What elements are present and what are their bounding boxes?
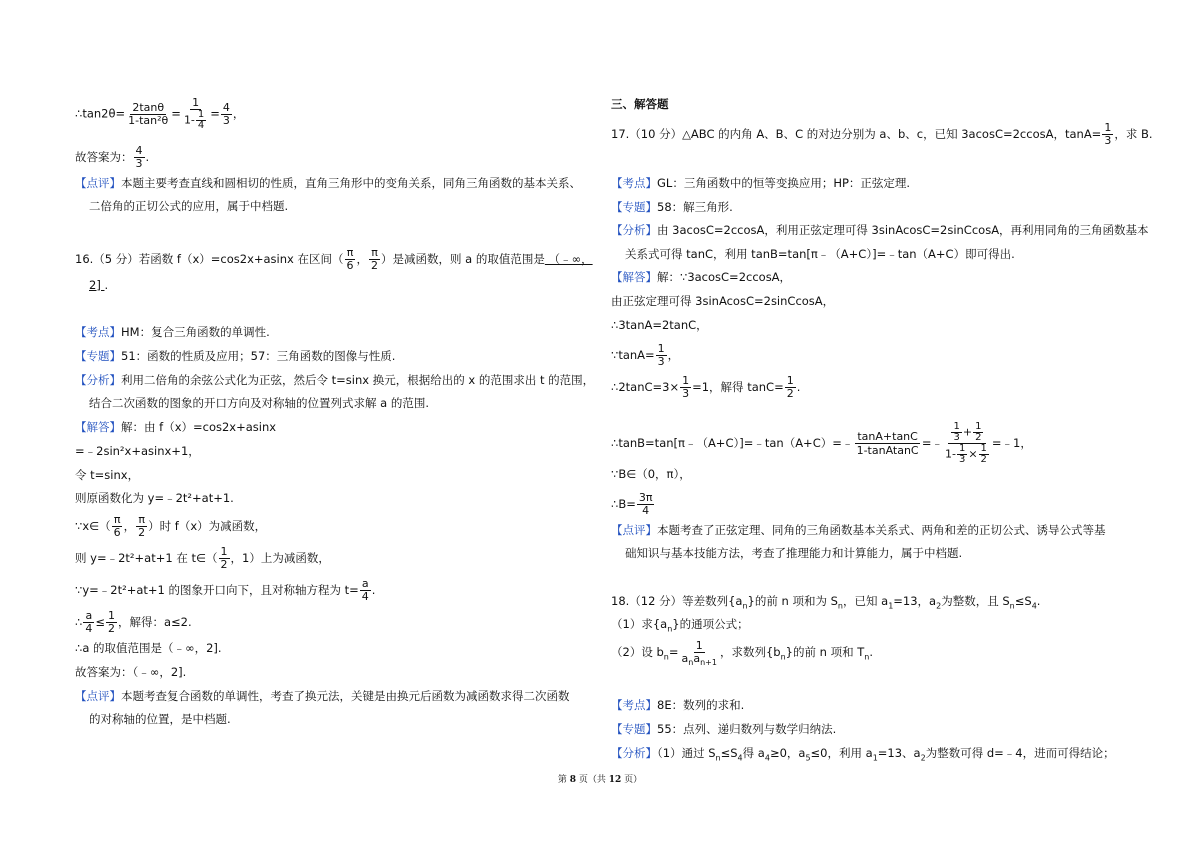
- jieda-17: 【解答】解：∵3acosC=2ccosA，: [611, 270, 792, 284]
- kaodian-18: 【考点】8E：数列的求和.: [611, 698, 745, 712]
- answer-15: 故答案为： $\frac{4}{3}$ .: [75, 144, 150, 170]
- r-step-5: ∴tanB=tan[π﹣（A+C）]=﹣tan（A+C）=﹣ $\frac{\tan A+\tan C}{\text{1-tanAtanC}}$ =﹣ $\frac{1}{3}$ + $\frac{1}{2}$ 1- $\frac{1}{3}$ × $\frac{1}{2}$ =﹣1，: [611, 421, 1032, 465]
- step-6: ∵y=﹣2t²+at+1 的图象开口向下，且对称轴方程为 t= $\frac{a}{4}$ .: [75, 577, 376, 603]
- kaodian-17: 【考点】GL：三角函数中的恒等变换应用；HP：正弦定理.: [611, 176, 911, 190]
- zhuanti-18: 【专题】55：点列、递归数列与数学归纳法.: [611, 722, 837, 736]
- question-18-2: （2）设 $b_n=$ $\frac{1}{a_na_{n+1}}$ ，求数列$\{b_n\}$的前 n 项和 $T_n$.: [611, 639, 873, 668]
- jieda-16: 【解答】解：由 f（x）=cos2x+asinx: [75, 420, 277, 434]
- fenxi-16-line2: 结合二次函数的图象的开口方向及对称轴的位置列式求解 a 的范围.: [89, 396, 430, 410]
- zhuanti-16: 【专题】51：函数的性质及应用；57：三角函数的图像与性质.: [75, 349, 396, 363]
- comment-16: 【点评】本题考查复合函数的单调性，考查了换元法，关键是由换元后函数为减函数求得二次函数: [75, 689, 570, 703]
- step-8: ∴a 的取值范围是（﹣∞，2].: [75, 641, 222, 655]
- step-9: 故答案为：（﹣∞，2].: [75, 665, 187, 679]
- comment-17-line2: 础知识与基本技能方法，考查了推理能力和计算能力，属于中档题.: [625, 546, 963, 560]
- r-step-6: ∵B∈（0，π），: [611, 467, 691, 481]
- page-footer: 第 8 页（共 12 页）: [557, 775, 643, 785]
- question-18: 18.（12 分）等差数列$\{a_n\}$的前 n 项和为 $S_n$，已知 $a_1=13$，$a_2$为整数，且 $S_n\le S_4$.: [611, 594, 1041, 611]
- question-17: 17.（10 分）△ABC 的内角 A、B、C 的对边分别为 a、b、c，已知 3acosC=2ccosA，tanA= $\frac{1}{3}$ ，求 B.: [611, 121, 1153, 147]
- fenxi-17-line2: 关系式可得 tanC，利用 tanB=tan[π﹣（A+C）]=﹣tan（A+C）即可得出.: [625, 247, 1015, 261]
- step-1: =﹣2sin²x+asinx+1，: [75, 444, 200, 458]
- question-18-1: （1）求$\{a_n\}$的通项公式；: [611, 617, 749, 634]
- step-4: ∵x∈（ $\frac{\pi}{6}$ ， $\frac{\pi}{2}$ ）时 f（x）为减函数，: [75, 513, 267, 539]
- comment-15-line2: 二倍角的正切公式的应用，属于中档题.: [89, 199, 289, 213]
- comment-15: 【点评】本题主要考查直线和圆相切的性质，直角三角形中的变角关系，同角三角函数的基本关系、: [75, 176, 581, 190]
- r-step-1: 由正弦定理可得 3sinAcosC=2sinCcosA，: [611, 294, 835, 308]
- step-5: 则 y=﹣2t²+at+1 在 t∈（ $\frac{1}{2}$ ，1）上为减函数，: [75, 545, 330, 571]
- question-16-line2: 2] .: [89, 278, 109, 292]
- r-step-7: ∴B= $\frac{3\pi}{4}$: [611, 491, 653, 517]
- kaodian-16: 【考点】HM：复合三角函数的单调性.: [75, 325, 270, 339]
- r-step-2: ∴3tanA=2tanC，: [611, 318, 708, 332]
- comment-16-line2: 的对称轴的位置，是中档题.: [89, 712, 231, 726]
- question-16: 16.（5 分）若函数 f（x）=cos2x+asinx 在区间（ $\frac{\pi}{6}$ ， $\frac{\pi}{2}$ ）是减函数，则 a 的取值范围是 （﹣∞，: [75, 246, 593, 272]
- r-step-4: ∴2tanC=3× $\frac{1}{3}$ =1，解得 tanC= $\frac{1}{2}$ .: [611, 374, 801, 400]
- fenxi-16: 【分析】利用二倍角的余弦公式化为正弦，然后令 t=sinx 换元，根据给出的 x 的范围求出 t 的范围，: [75, 373, 595, 387]
- step-3: 则原函数化为 y=﹣2t²+at+1.: [75, 491, 234, 505]
- fenxi-17: 【分析】由 3acosC=2ccosA，利用正弦定理可得 3sinAcosC=2sinCcosA，再利用同角的三角函数基本: [611, 223, 1149, 237]
- step-7: ∴ $\frac{a}{4}$ ≤ $\frac{1}{2}$ ，解得：a≤2.: [75, 609, 192, 635]
- section-heading: 三、解答题: [611, 97, 669, 111]
- r-step-3: ∵tanA= $\frac{1}{3}$ ，: [611, 342, 680, 368]
- fenxi-18: 【分析】（1）通过 $S_n\le S_4$得 $a_4\ge 0$，$a_5\le 0$，利用 $a_1=13$、$a_2$为整数可得 d=﹣4，进而可得结论；: [611, 746, 1115, 763]
- step-2: 令 t=sinx，: [75, 468, 140, 482]
- eq-tan2theta: ∴tan2θ= $\frac{2\tan\theta}{\text{1-tan²θ}}$ = 1 1- $\frac{1}{4}$ = $\frac{4}{3}$ ，: [75, 96, 245, 131]
- comment-17: 【点评】本题考查了正弦定理、同角的三角函数基本关系式、两角和差的正切公式、诱导公式等基: [611, 523, 1106, 537]
- zhuanti-17: 【专题】58：解三角形.: [611, 200, 733, 214]
